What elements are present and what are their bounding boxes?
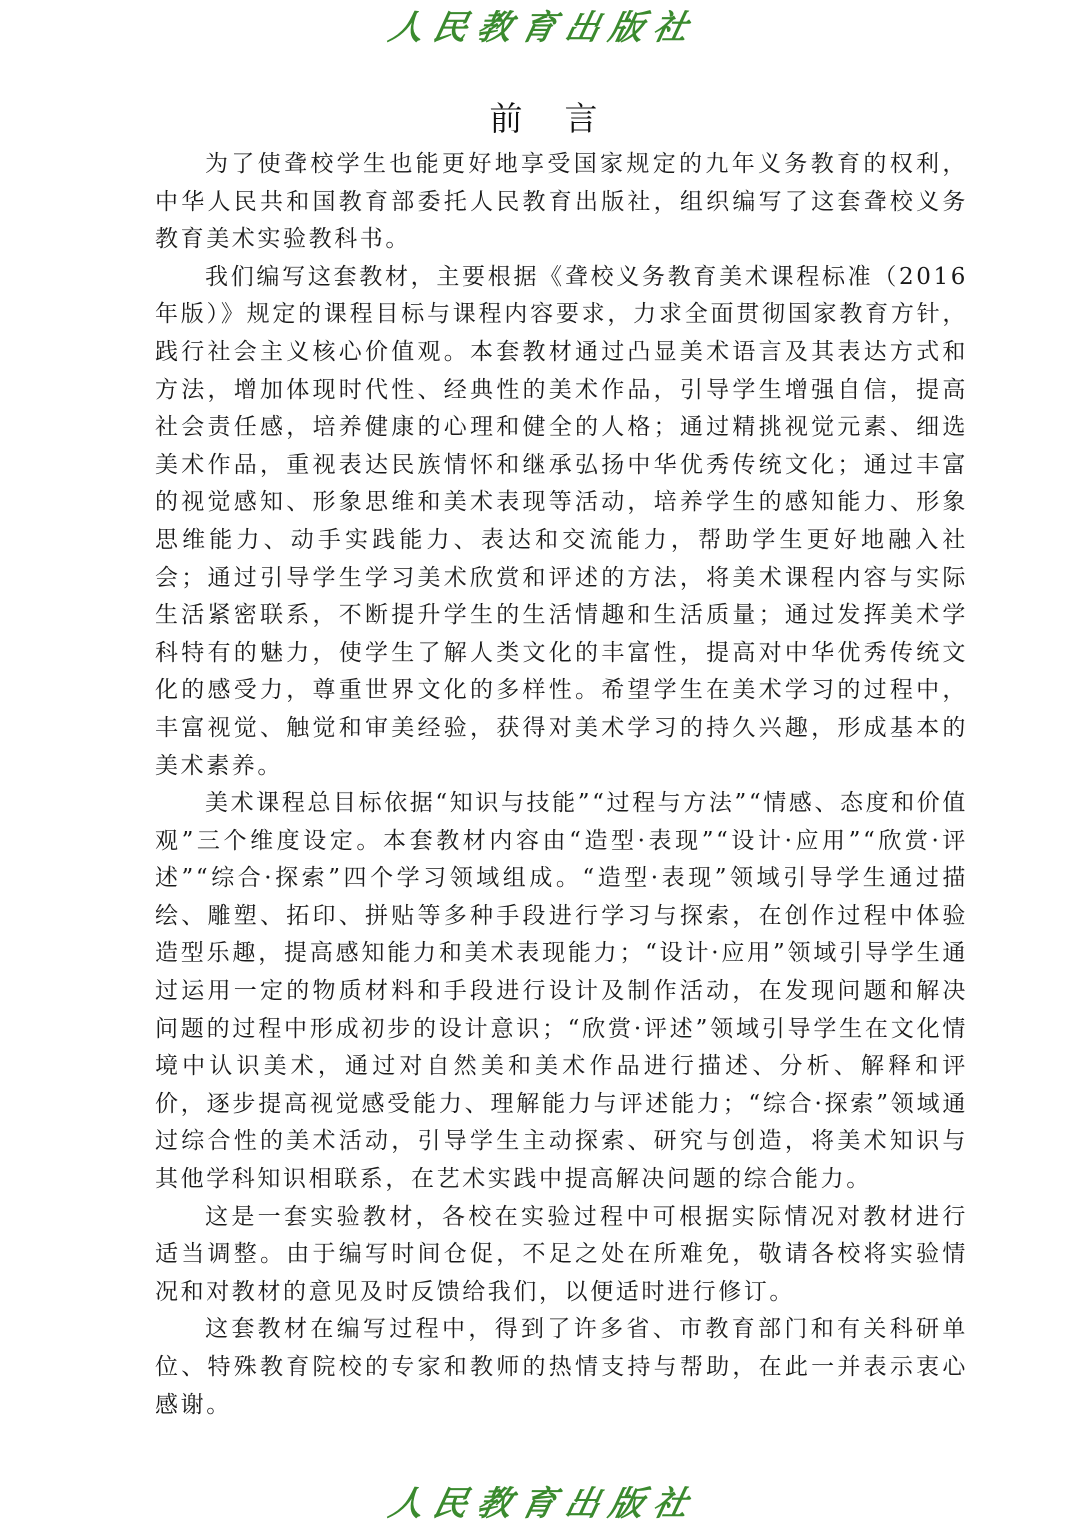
paragraph-experimental: 这是一套实验教材，各校在实验过程中可根据实际情况对教材进行适当调整。由于编写时间仓促，不足之处在所难免，敬请各校将实验情况和对教材的意见及时反馈给我们，以便适时进行修订。: [155, 1203, 968, 1305]
paragraph-basis: 我们编写这套教材，主要根据《聋校义务教育美术课程标准（2016年版）》规定的课程目标与课程内容要求，力求全面贯彻国家教育方针，践行社会主义核心价值观。本套教材通过凸显美术语言及其表达方式和方法，增加体现时代性、经典性的美术作品，引导学生增强自信，提高社会责任感，培养健康的心理和健全的人格；通过精挑视觉元素、细选美术作品，重视表达民族情怀和继承弘扬中华优秀传统文化；通过丰富的视觉感知、形象思维和美术表现等活动，培养学生的感知能力、形象思维能力、动手实践能力、表达和交流能力，帮助学生更好地融入社会；通过引导学生学习美术欣赏和评述的方法，将美术课程内容与实际生活紧密联系，不断提升学生的生活情趣和生活质量；通过发挥美术学科特有的魅力，使学生了解人类文化的丰富性，提高对中华优秀传统文化的感受力，尊重世界文化的多样性。希望学生在美术学习的过程中，丰富视觉、触觉和审美经验，获得对美术学习的持久兴趣，形成基本的美术素养。: [155, 263, 968, 779]
preface-body: [155, 146, 968, 1424]
paragraph-acknowledgement: 这套教材在编写过程中，得到了许多省、市教育部门和有关科研单位、特殊教育院校的专家和教师的热情支持与帮助，在此一并表示衷心感谢。: [155, 1316, 968, 1418]
paragraph-goals: 美术课程总目标依据“知识与技能”“过程与方法”“情感、态度和价值观”三个维度设定。本套教材内容由“造型·表现”“设计·应用”“欣赏·评述”“综合·探索”四个学习领域组成。“造型·表现”领域引导学生通过描绘、雕塑、拓印、拼贴等多种手段进行学习与探索，在创作过程中体验造型乐趣，提高感知能力和美术表现能力；“设计·应用”领域引导学生通过运用一定的物质材料和手段进行设计及制作活动，在发现问题和解决问题的过程中形成初步的设计意识；“欣赏·评述”领域引导学生在文化情境中认识美术，通过对自然美和美术作品进行描述、分析、解释和评价，逐步提高视觉感受能力、理解能力与评述能力；“综合·探索”领域通过综合性的美术活动，引导学生主动探索、研究与创造，将美术知识与其他学科知识相联系，在艺术实践中提高解决问题的综合能力。: [155, 790, 968, 1193]
paragraph-intro: 为了使聋校学生也能更好地享受国家规定的九年义务教育的权利，中华人民共和国教育部委托人民教育出版社，组织编写了这套聋校义务教育美术实验教科书。: [155, 151, 968, 253]
publisher-logo-header: 人民教育出版社: [385, 8, 702, 48]
publisher-logo-footer: 人民教育出版社: [385, 1484, 702, 1524]
page-title: 前言: [489, 99, 640, 139]
